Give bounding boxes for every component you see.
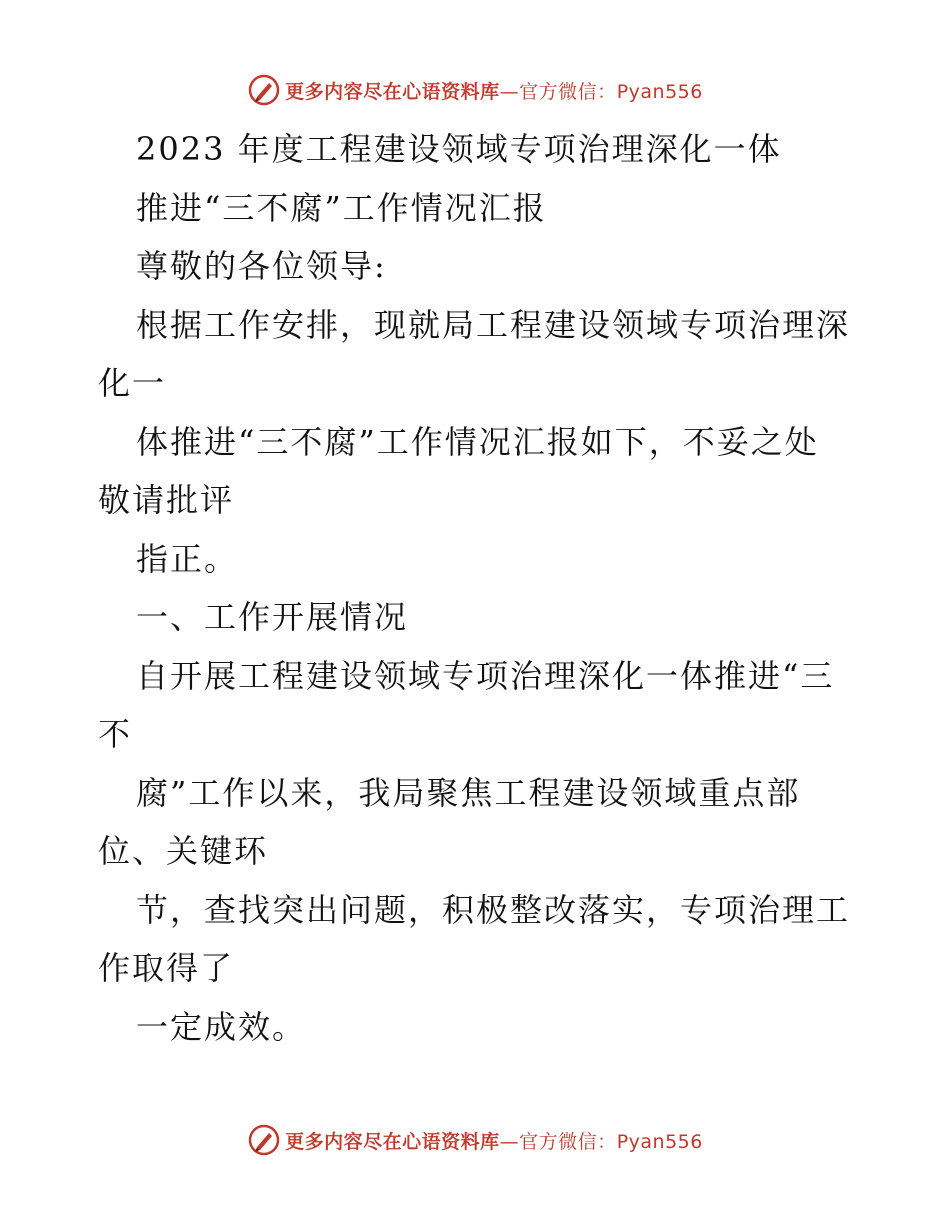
text-line: 自开展工程建设领域专项治理深化一体推进“三 bbox=[136, 656, 835, 695]
text-line: 推进“三不腐”工作情况汇报 bbox=[136, 188, 547, 227]
text-line: 敬请批评 bbox=[98, 481, 235, 519]
text-line: 指正。 bbox=[136, 539, 239, 578]
document-body bbox=[98, 120, 858, 1056]
text-line: 腐”工作以来，我局聚焦工程建设领域重点部 bbox=[136, 773, 801, 812]
text-line: 根据工作安排，现就局工程建设领域专项治理深 bbox=[136, 305, 851, 344]
watermark-text: 更多内容尽在心语资料库—官方微信：Pyan556 bbox=[285, 1130, 703, 1153]
pen-logo-icon bbox=[247, 1123, 281, 1157]
header-watermark bbox=[0, 70, 950, 110]
text-line: 一定成效。 bbox=[136, 1007, 307, 1046]
pen-logo-icon bbox=[247, 73, 281, 107]
text-line: 体推进“三不腐”工作情况汇报如下，不妥之处 bbox=[136, 422, 819, 461]
text-line: 2023 年度工程建设领域专项治理深化一体 bbox=[136, 130, 782, 168]
watermark-text: 更多内容尽在心语资料库—官方微信：Pyan556 bbox=[285, 80, 703, 103]
text-line: 节，查找突出问题，积极整改落实，专项治理工 bbox=[136, 890, 851, 929]
text-line: 作取得了 bbox=[98, 949, 235, 987]
text-line: 位、关键环 bbox=[98, 832, 269, 870]
text-line: 化一 bbox=[98, 364, 167, 402]
text-line: 不 bbox=[98, 715, 133, 753]
text-line: 尊敬的各位领导: bbox=[136, 247, 387, 285]
text-line: 一、工作开展情况 bbox=[136, 598, 409, 636]
footer-watermark bbox=[0, 1120, 950, 1160]
